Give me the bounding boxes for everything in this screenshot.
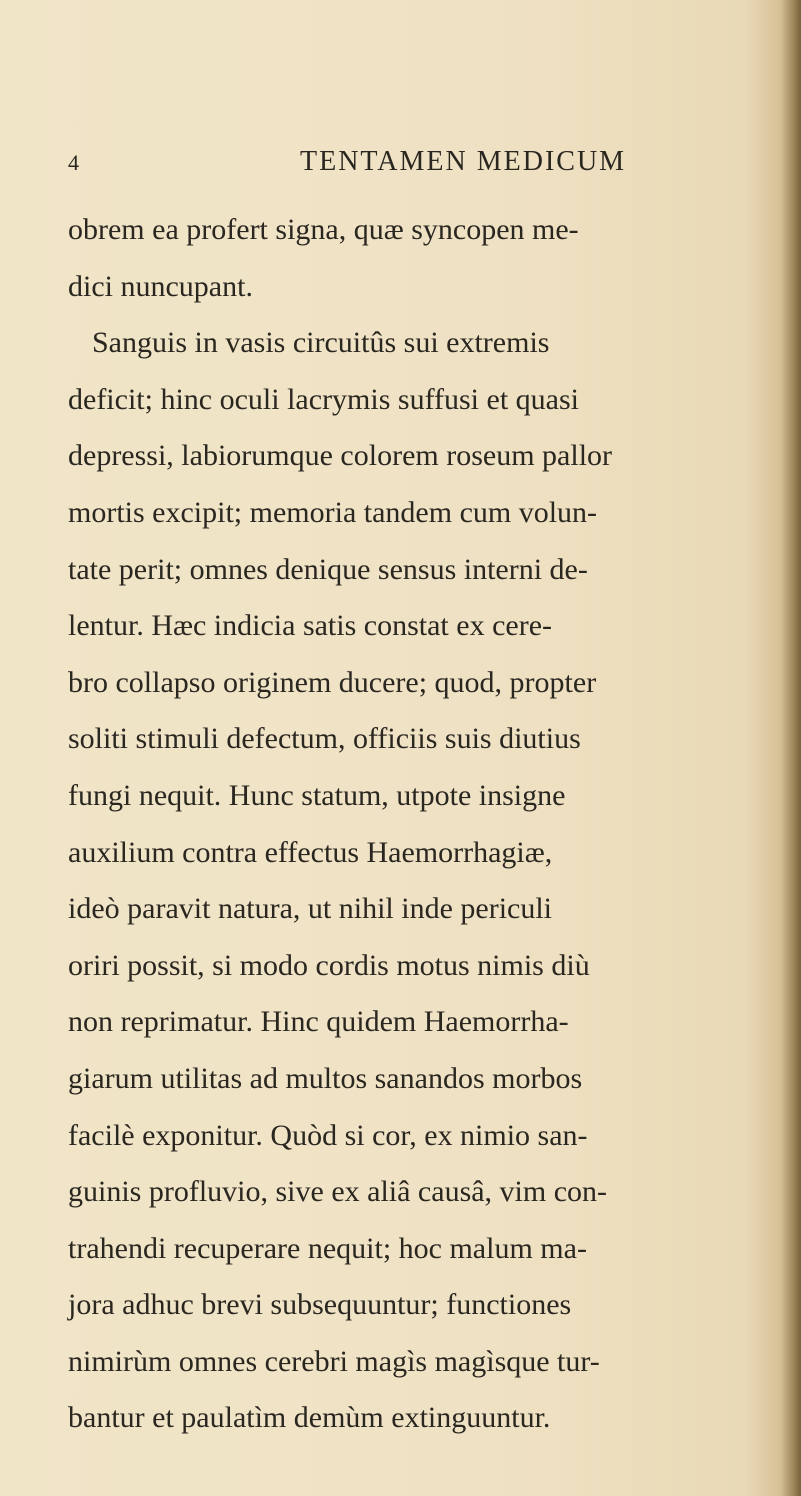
text-line: fungi nequit. Hunc statum, utpote insigne <box>68 778 566 812</box>
text-line: facilè exponitur. Quòd si cor, ex nimio san- <box>68 1118 588 1152</box>
text-line: ideò paravit natura, ut nihil inde periculi <box>68 892 553 926</box>
page-number: 4 <box>68 150 79 175</box>
text-line: dici nuncupant. <box>68 269 253 303</box>
text-line: guinis profluvio, sive ex aliâ causâ, vim con- <box>68 1175 608 1209</box>
text-line: deficit; hinc oculi lacrymis suffusi et quasi <box>68 382 579 416</box>
text-line: auxilium contra effectus Haemorrhagiæ, <box>68 835 553 869</box>
text-line: depressi, labiorumque colorem roseum pallor <box>68 439 613 473</box>
text-line: jora adhuc brevi subsequuntur; functiones <box>68 1288 572 1322</box>
text-line: obrem ea profert signa, quæ syncopen me- <box>68 213 579 246</box>
page-header <box>0 146 801 186</box>
text-line: trahendi recuperare nequit; hoc malum ma- <box>68 1231 587 1265</box>
text-line: soliti stimuli defectum, officiis suis diutius <box>68 722 581 756</box>
text-line: bantur et paulatìm demùm extinguuntur. <box>68 1401 551 1435</box>
text-line: nimirùm omnes cerebri magìs magìsque tur- <box>68 1344 600 1378</box>
text-line: tate perit; omnes denique sensus interni de- <box>68 552 588 586</box>
text-line: non reprimatur. Hinc quidem Haemorrha- <box>68 1005 569 1039</box>
text-line: bro collapso originem ducere; quod, propter <box>68 665 597 699</box>
text-line: mortis excipit; memoria tandem cum volun- <box>68 495 598 529</box>
text-line: lentur. Hæc indicia satis constat ex cere- <box>68 609 552 643</box>
text-line: oriri possit, si modo cordis motus nimis diù <box>68 948 590 982</box>
running-head: TENTAMEN MEDICUM <box>300 146 627 177</box>
text-line: Sanguis in vasis circuitûs sui extremis <box>92 326 550 360</box>
text-line: giarum utilitas ad multos sanandos morbos <box>68 1061 583 1095</box>
body-text <box>68 202 788 1447</box>
